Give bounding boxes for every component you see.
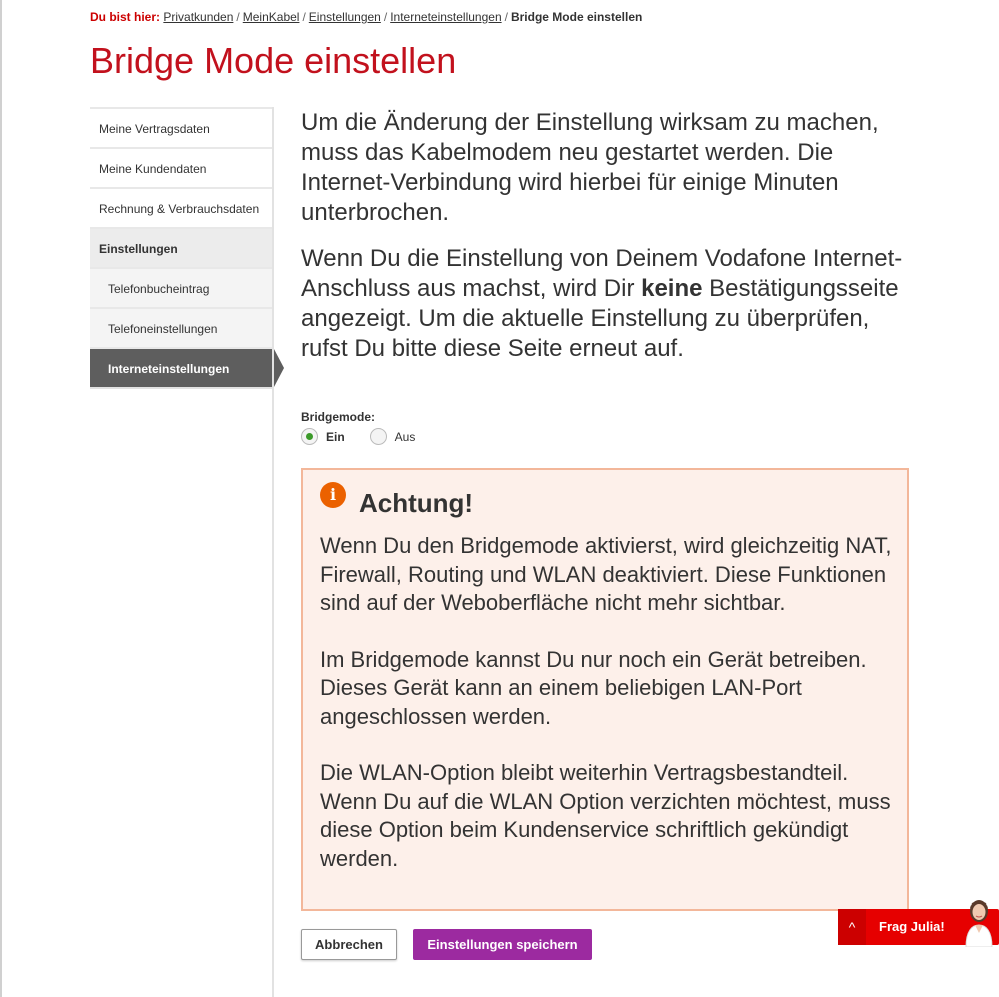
bridgemode-radio-on-label[interactable]: Ein — [326, 429, 345, 444]
breadcrumb-link-einstellungen[interactable]: Einstellungen — [308, 10, 381, 24]
page-left-border — [0, 0, 2, 997]
breadcrumb — [90, 10, 642, 24]
chevron-up-icon[interactable]: ^ — [838, 909, 866, 945]
agent-avatar[interactable] — [956, 887, 999, 947]
warning-title: Achtung! — [359, 488, 474, 518]
confirmation-info-text-start: Wenn Du die Einstellung von Deinem Vodafone Internet-Anschluss aus machst, wird Dir — [301, 245, 903, 302]
warning-box — [301, 468, 909, 911]
sidebar-item-telefoneinstellungen[interactable]: Telefoneinstellungen — [90, 307, 274, 347]
sidebar-item-einstellungen[interactable]: Einstellungen — [90, 227, 274, 267]
breadcrumb-separator: / — [383, 10, 388, 24]
cancel-button[interactable]: Abbrechen — [301, 929, 397, 960]
confirmation-info-text — [301, 244, 913, 364]
breadcrumb-link-privatkunden[interactable]: Privatkunden — [163, 10, 234, 24]
breadcrumb-link-meinkabel[interactable]: MeinKabel — [242, 10, 300, 24]
breadcrumb-lead: Du bist hier: — [90, 10, 161, 24]
main-content — [301, 108, 913, 380]
info-icon: i — [320, 482, 346, 508]
sidebar-item-interneteinstellungen[interactable]: Interneteinstellungen — [90, 347, 274, 387]
bridgemode-radio-group — [301, 428, 440, 445]
sidebar-nav — [90, 107, 274, 391]
breadcrumb-current: Bridge Mode einstellen — [510, 10, 643, 24]
bridgemode-radio-off[interactable] — [370, 428, 387, 445]
bridgemode-label: Bridgemode: — [301, 410, 376, 424]
sidebar-item-telefonbucheintrag[interactable]: Telefonbucheintrag — [90, 267, 274, 307]
bridgemode-radio-on[interactable] — [301, 428, 318, 445]
warning-paragraph-3: Die WLAN-Option bleibt weiterhin Vertragsbestandteil. Wenn Du auf die WLAN Option verzichten möchtest, muss diese Option beim Kundenservice schriftlich gekündigt werden. — [320, 760, 891, 871]
breadcrumb-link-interneteinstellungen[interactable]: Interneteinstellungen — [390, 10, 502, 24]
warning-body — [320, 532, 895, 901]
chat-widget[interactable] — [838, 909, 999, 945]
warning-paragraph-1: Wenn Du den Bridgemode aktivierst, wird gleichzeitig NAT, Firewall, Routing und WLAN deaktiviert. Diese Funktionen sind auf der Weboberfläche nicht mehr sichtbar. — [320, 533, 892, 615]
save-settings-button[interactable]: Einstellungen speichern — [413, 929, 592, 960]
page-title: Bridge Mode einstellen — [90, 40, 457, 81]
sidebar-item-kundendaten[interactable]: Meine Kundendaten — [90, 147, 274, 187]
sidebar-item-vertragsdaten[interactable]: Meine Vertragsdaten — [90, 107, 274, 147]
bridgemode-radio-off-label[interactable]: Aus — [394, 429, 416, 444]
restart-info-text: Um die Änderung der Einstellung wirksam zu machen, muss das Kabelmodem neu gestartet werden. Die Internet-Verbindung wird hierbei für einige Minuten unterbrochen. — [301, 109, 879, 226]
warning-paragraph-2: Im Bridgemode kannst Du nur noch ein Gerät betreiben. Dieses Gerät kann an einem beliebigen LAN-Port angeschlossen werden. — [320, 646, 867, 729]
breadcrumb-separator: / — [302, 10, 306, 24]
breadcrumb-separator: / — [236, 10, 240, 24]
breadcrumb-separator: / — [504, 10, 508, 24]
chat-label[interactable]: Frag Julia! — [879, 919, 945, 934]
confirmation-info-text-emphasis: keine — [641, 275, 703, 302]
confirmation-info-text-end: Bestätigungsseite angezeigt. Um die aktuelle Einstellung zu überprüfen, rufst Du bitte diese Seite erneut auf. — [301, 275, 899, 362]
sidebar-item-rechnung[interactable]: Rechnung & Verbrauchsdaten — [90, 187, 274, 227]
sidebar-divider-line — [272, 107, 274, 997]
